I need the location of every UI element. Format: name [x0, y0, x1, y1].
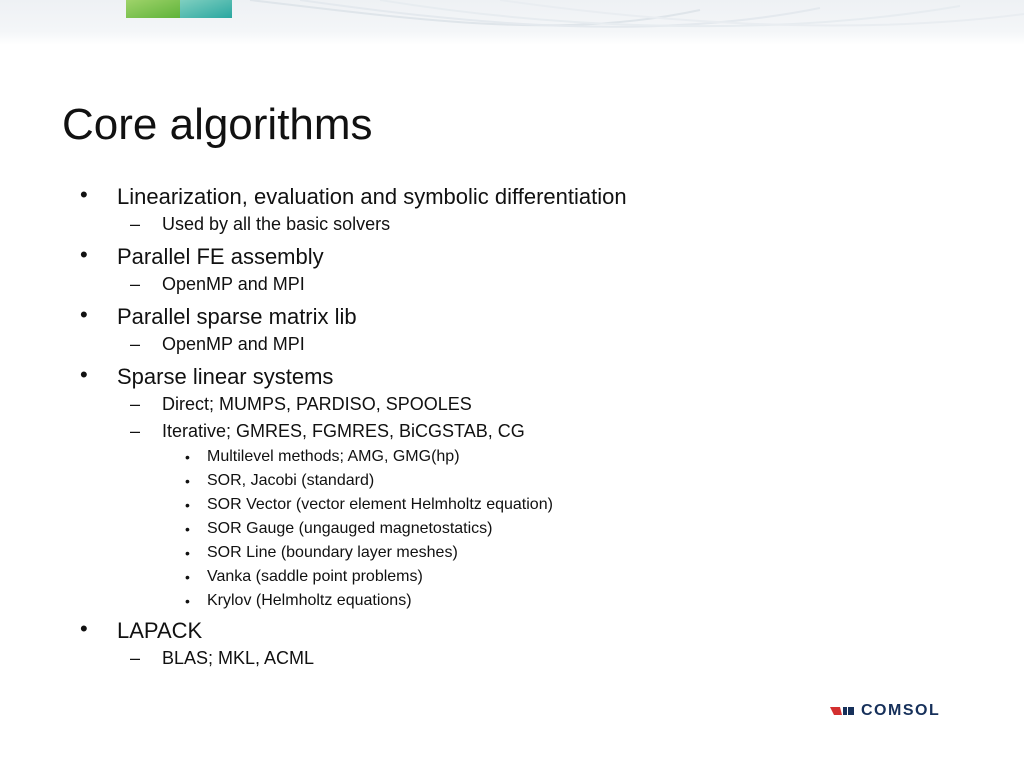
comsol-logo: [828, 701, 960, 723]
bullet-text: Parallel sparse matrix lib: [117, 304, 357, 329]
bullet-marker: •: [185, 473, 190, 489]
bullet-marker: •: [80, 182, 88, 207]
bullet-text: Krylov (Helmholtz equations): [207, 592, 412, 609]
bullet-marker: •: [80, 242, 88, 267]
bullet-text: SOR, Jacobi (standard): [207, 472, 375, 489]
dash-marker: –: [130, 214, 141, 234]
slide-title: Core algorithms: [62, 100, 373, 150]
teal-tile: [180, 0, 232, 18]
header-decoration: [0, 0, 1024, 45]
bullet-text: Linearization, evaluation and symbolic differentiation: [117, 184, 627, 209]
bullet-text: Parallel FE assembly: [117, 244, 324, 269]
comsol-logo-icon: [828, 701, 858, 723]
bullet-text: BLAS; MKL, ACML: [162, 648, 315, 668]
bullet-text: LAPACK: [117, 618, 203, 643]
bullet-text: OpenMP and MPI: [162, 334, 305, 354]
bullet-marker: •: [80, 616, 88, 641]
bullet-marker: •: [185, 449, 190, 465]
dash-marker: –: [130, 648, 141, 668]
bullet-marker: •: [185, 497, 190, 513]
bullet-marker: •: [185, 593, 190, 609]
bullet-marker: •: [185, 545, 190, 561]
dash-marker: –: [130, 274, 141, 294]
bullet-marker: •: [185, 521, 190, 537]
bullet-text: SOR Vector (vector element Helmholtz equation): [207, 496, 553, 513]
bullet-marker: •: [80, 362, 88, 387]
green-tile: [126, 0, 180, 18]
comsol-logo-text: COMSOL: [861, 702, 941, 719]
bullet-text: Direct; MUMPS, PARDISO, SPOOLES: [162, 394, 472, 414]
header-band: [0, 0, 1024, 45]
bullet-text: SOR Line (boundary layer meshes): [207, 544, 458, 561]
bullet-text: Multilevel methods; AMG, GMG(hp): [207, 448, 460, 465]
bullet-text: Sparse linear systems: [117, 364, 334, 389]
bullet-marker: •: [80, 302, 88, 327]
dash-marker: –: [130, 394, 141, 414]
bullet-text: Used by all the basic solvers: [162, 214, 391, 234]
bullet-text: OpenMP and MPI: [162, 274, 305, 294]
bullet-text: SOR Gauge (ungauged magnetostatics): [207, 520, 493, 537]
dash-marker: –: [130, 334, 141, 354]
dash-marker: –: [130, 421, 141, 441]
bullet-marker: •: [185, 569, 190, 585]
bullet-text: Iterative; GMRES, FGMRES, BiCGSTAB, CG: [162, 421, 525, 441]
bullet-text: Vanka (saddle point problems): [207, 568, 423, 585]
